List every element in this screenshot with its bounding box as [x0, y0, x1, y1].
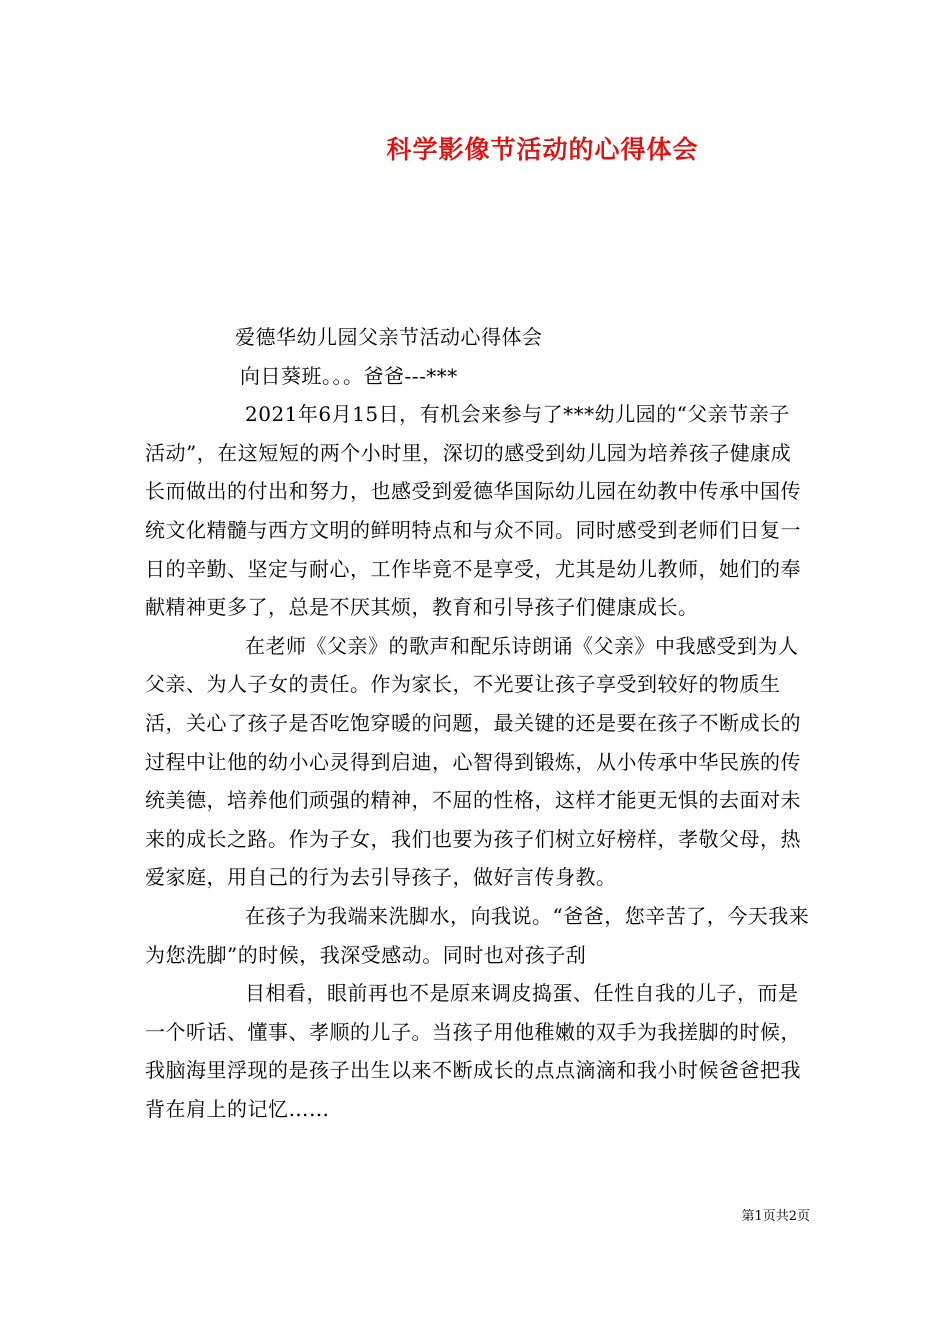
paragraph-3: 在孩子为我端来洗脚水，向我说。“爸爸，您辛苦了，今天我来为您洗脚”的时候，我深受感动。同时也对孩子刮 [145, 903, 810, 967]
paragraph-4: 目相看，眼前再也不是原来调皮捣蛋、任性自我的儿子，而是一个听话、懂事、孝顺的儿子。当孩子用他稚嫩的双手为我搓脚的时候，我脑海里浮现的是孩子出生以来不断成长的点点滴滴和我小时候爸爸把我背在肩上的记忆…… [145, 981, 801, 1121]
page-number: 第1页共2页 [741, 1209, 810, 1224]
paragraph-1: 2021年6月15日，有机会来参与了***幼儿园的“父亲节亲子活动”，在这短短的两个小时里，深切的感受到幼儿园为培养孩子健康成长而做出的付出和努力，也感受到爱德华国际幼儿园在幼教中传承中国传统文化精髓与西方文明的鲜明特点和与众不同。同时感受到老师们日复一日的辛勤、坚定与耐心，工作毕竟不是享受，尤其是幼儿教师，她们的奉献精神更多了，总是不厌其烦，教育和引导孩子们健康成长。 [145, 402, 801, 620]
paragraph-2: 在老师《父亲》的歌声和配乐诗朗诵《父亲》中我感受到为人父亲、为人子女的责任。作为家长，不光要让孩子享受到较好的物质生活，关心了孩子是否吃饱穿暖的问题，最关键的还是要在孩子不断成长的过程中让他的幼小心灵得到启迪，心智得到锻炼，从小传承中华民族的传统美德，培养他们顽强的精神，不屈的性格，这样才能更无惧的去面对未来的成长之路。作为子女，我们也要为孩子们树立好榜样，孝敬父母，热爱家庭，用自己的行为去引导孩子，做好言传身教。 [145, 633, 801, 890]
document-subtitle: 爱德华幼儿园父亲节活动心得体会 [235, 325, 543, 349]
document-title: 科学影像节活动的心得体会 [386, 135, 699, 164]
document-body [145, 318, 810, 1128]
author-line: 向日葵班。。。爸爸---*** [240, 363, 458, 388]
